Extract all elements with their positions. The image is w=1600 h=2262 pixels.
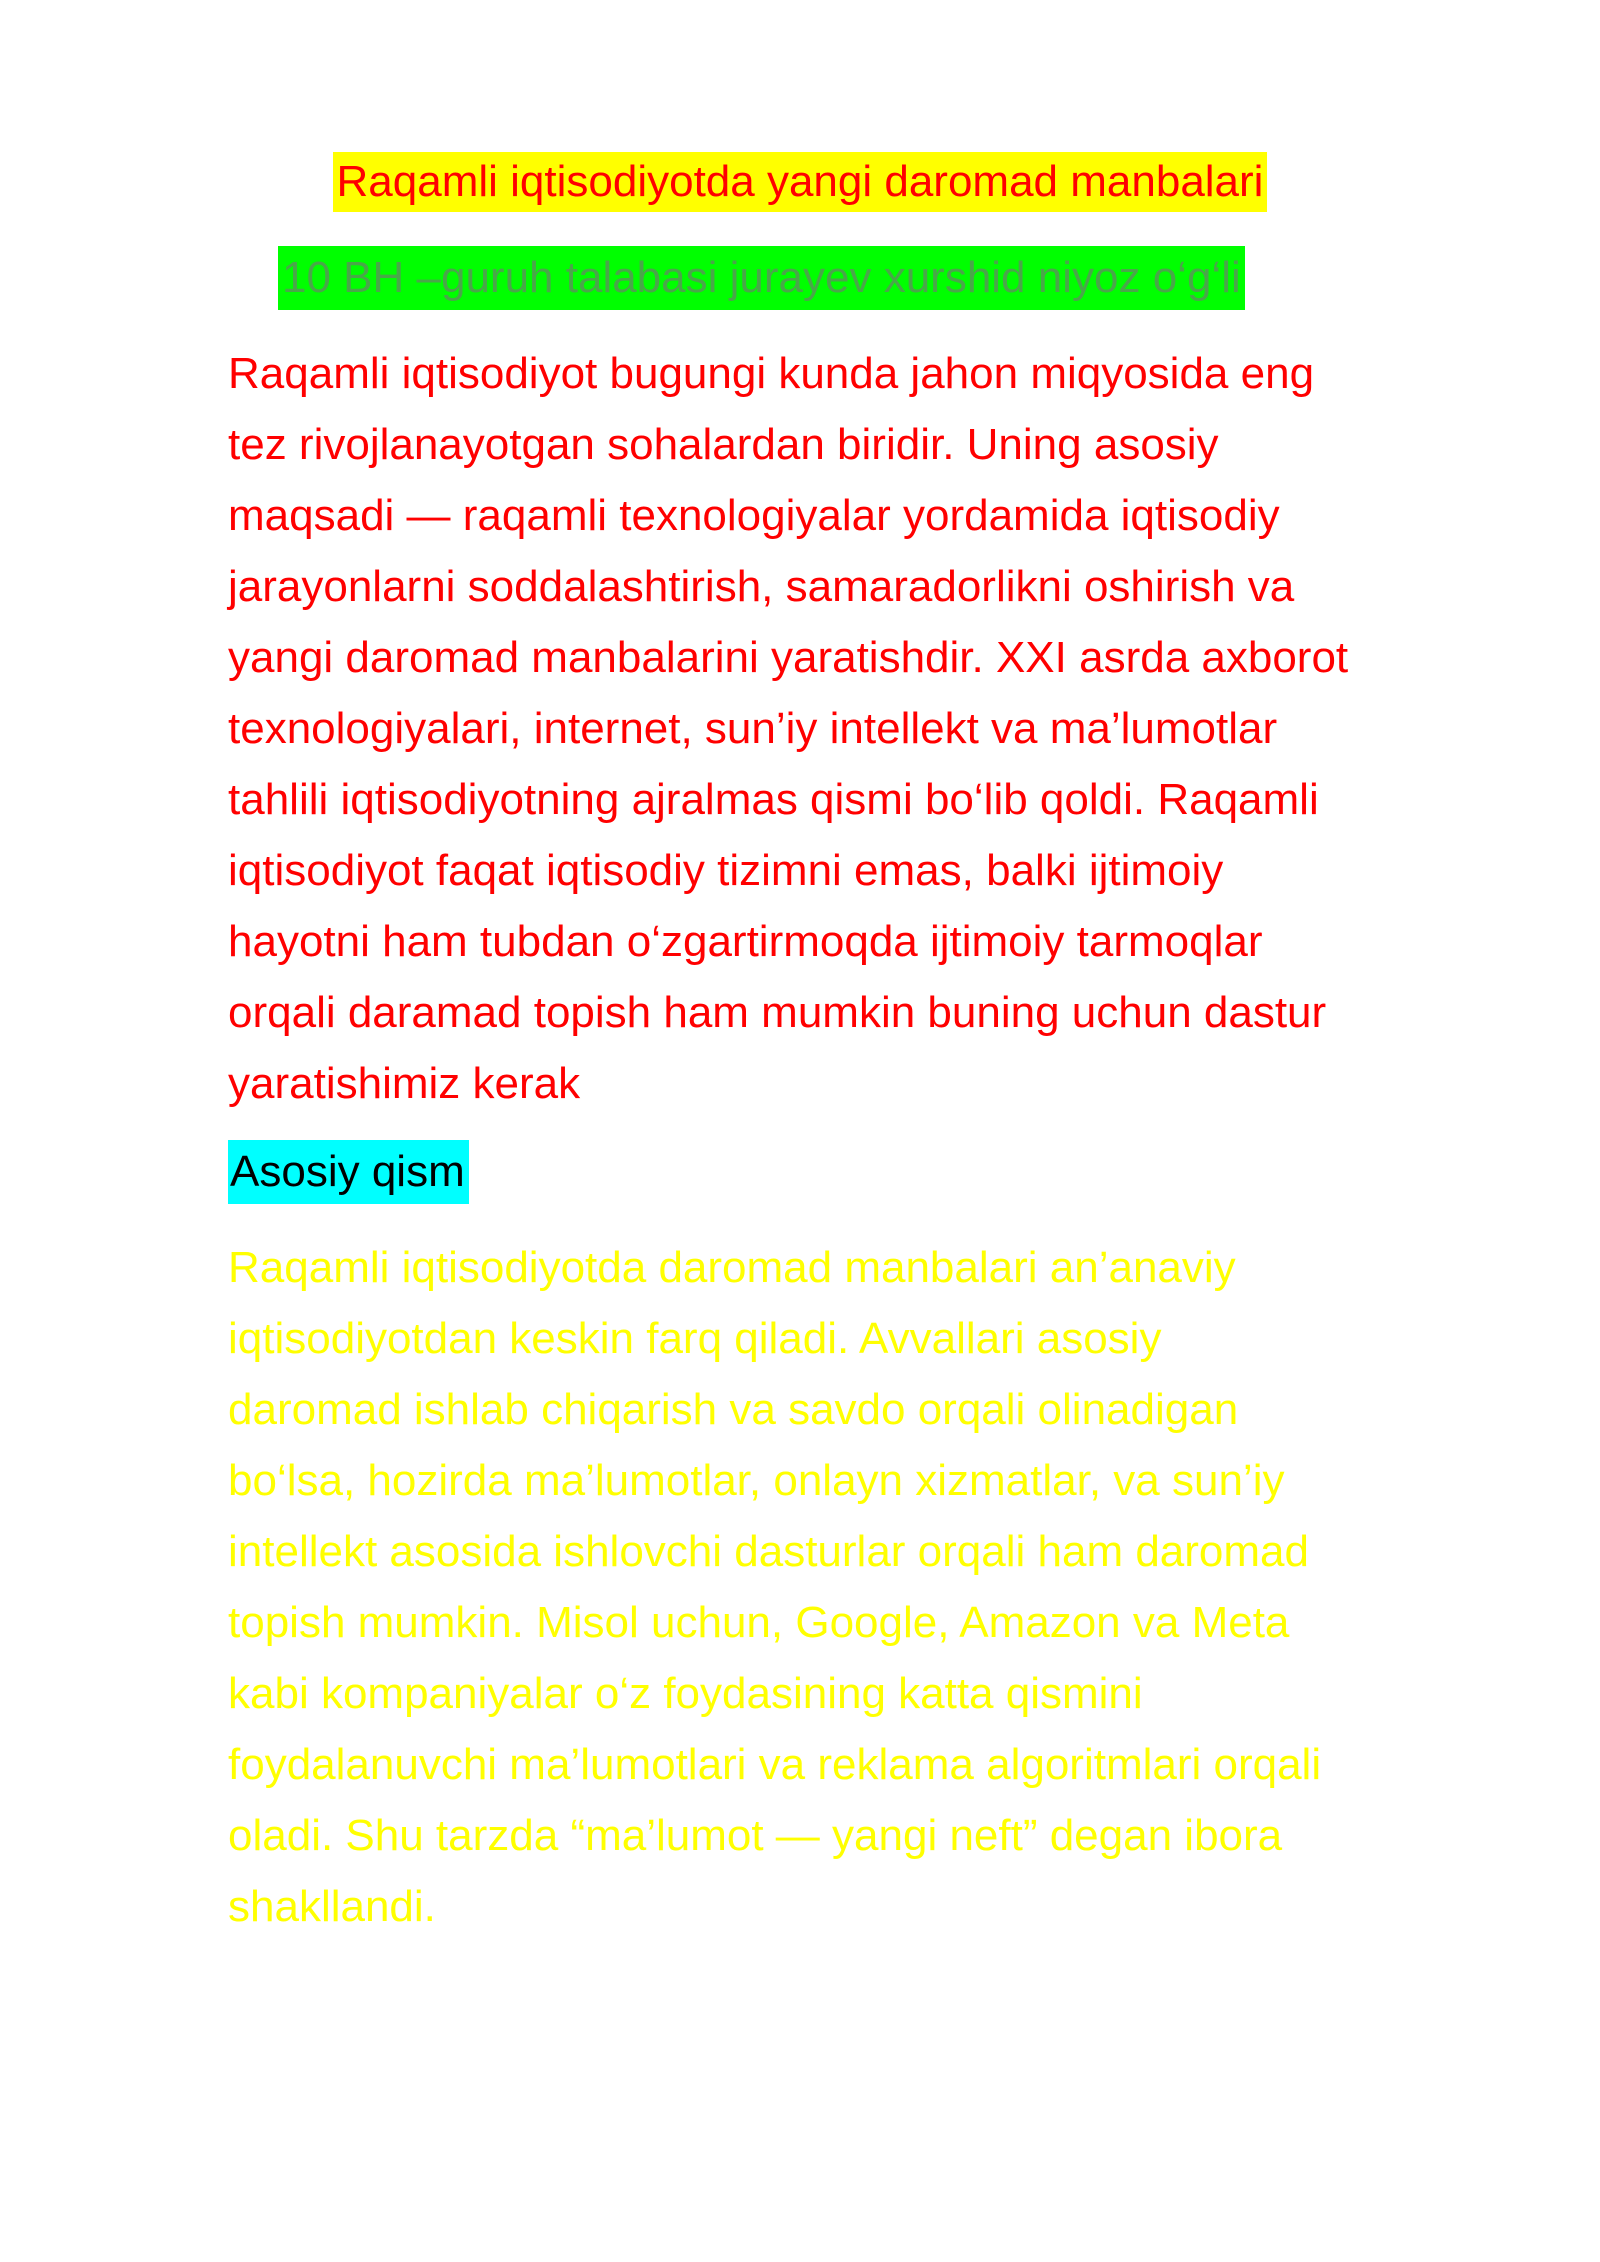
section-heading-block: [228, 1140, 469, 1204]
intro-line: hayotni ham tubdan o‘zgartirmoqda ijtimoiy tarmoqlar: [228, 917, 1263, 966]
intro-line: tahlili iqtisodiyotning ajralmas qismi bo‘lib qoldi. Raqamli: [228, 775, 1319, 824]
body-line: oladi. Shu tarzda “ma’lumot — yangi neft” degan ibora: [228, 1811, 1283, 1860]
intro-line: tez rivojlanayotgan sohalardan biridir. Uning asosiy: [228, 420, 1219, 469]
body-line: intellekt asosida ishlovchi dasturlar orqali ham daromad: [228, 1527, 1309, 1576]
intro-line: yangi daromad manbalarini yaratishdir. XXI asrda axborot: [228, 633, 1349, 682]
author-block: [278, 246, 1245, 310]
intro-line: maqsadi — raqamli texnologiyalar yordamida iqtisodiy: [228, 491, 1280, 540]
body-line: foydalanuvchi ma’lumotlari va reklama algoritmlari orqali: [228, 1740, 1322, 1789]
body-line: shakllandi.: [228, 1882, 436, 1931]
body-line: iqtisodiyotdan keskin farq qiladi. Avvallari asosiy: [228, 1314, 1162, 1363]
intro-line: orqali daramad topish ham mumkin buning uchun dastur: [228, 988, 1327, 1037]
intro-line: texnologiyalari, internet, sun’iy intellekt va ma’lumotlar: [228, 704, 1278, 753]
intro-paragraph: [228, 338, 1528, 1119]
intro-line: Raqamli iqtisodiyot bugungi kunda jahon miqyosida eng: [228, 349, 1315, 398]
intro-line: jarayonlarni soddalashtirish, samaradorlikni oshirish va: [228, 562, 1295, 611]
intro-line: yaratishimiz kerak: [228, 1059, 581, 1108]
author-line: 10 BH –guruh talabasi jurayev xurshid niyoz o‘g‘li: [278, 246, 1245, 310]
title-block: [0, 152, 1600, 212]
intro-line: iqtisodiyot faqat iqtisodiy tizimni emas, balki ijtimoiy: [228, 846, 1224, 895]
body-line: kabi kompaniyalar o‘z foydasining katta qismini: [228, 1669, 1143, 1718]
body-line: Raqamli iqtisodiyotda daromad manbalari an’anaviy: [228, 1243, 1236, 1292]
body-line: topish mumkin. Misol uchun, Google, Amazon va Meta: [228, 1598, 1290, 1647]
body-paragraph: [228, 1232, 1528, 1942]
document-title: Raqamli iqtisodiyotda yangi daromad manbalari: [333, 152, 1268, 212]
body-line: daromad ishlab chiqarish va savdo orqali olinadigan: [228, 1385, 1239, 1434]
section-heading: Asosiy qism: [228, 1140, 469, 1204]
body-line: bo‘lsa, hozirda ma’lumotlar, onlayn xizmatlar, va sun’iy: [228, 1456, 1285, 1505]
